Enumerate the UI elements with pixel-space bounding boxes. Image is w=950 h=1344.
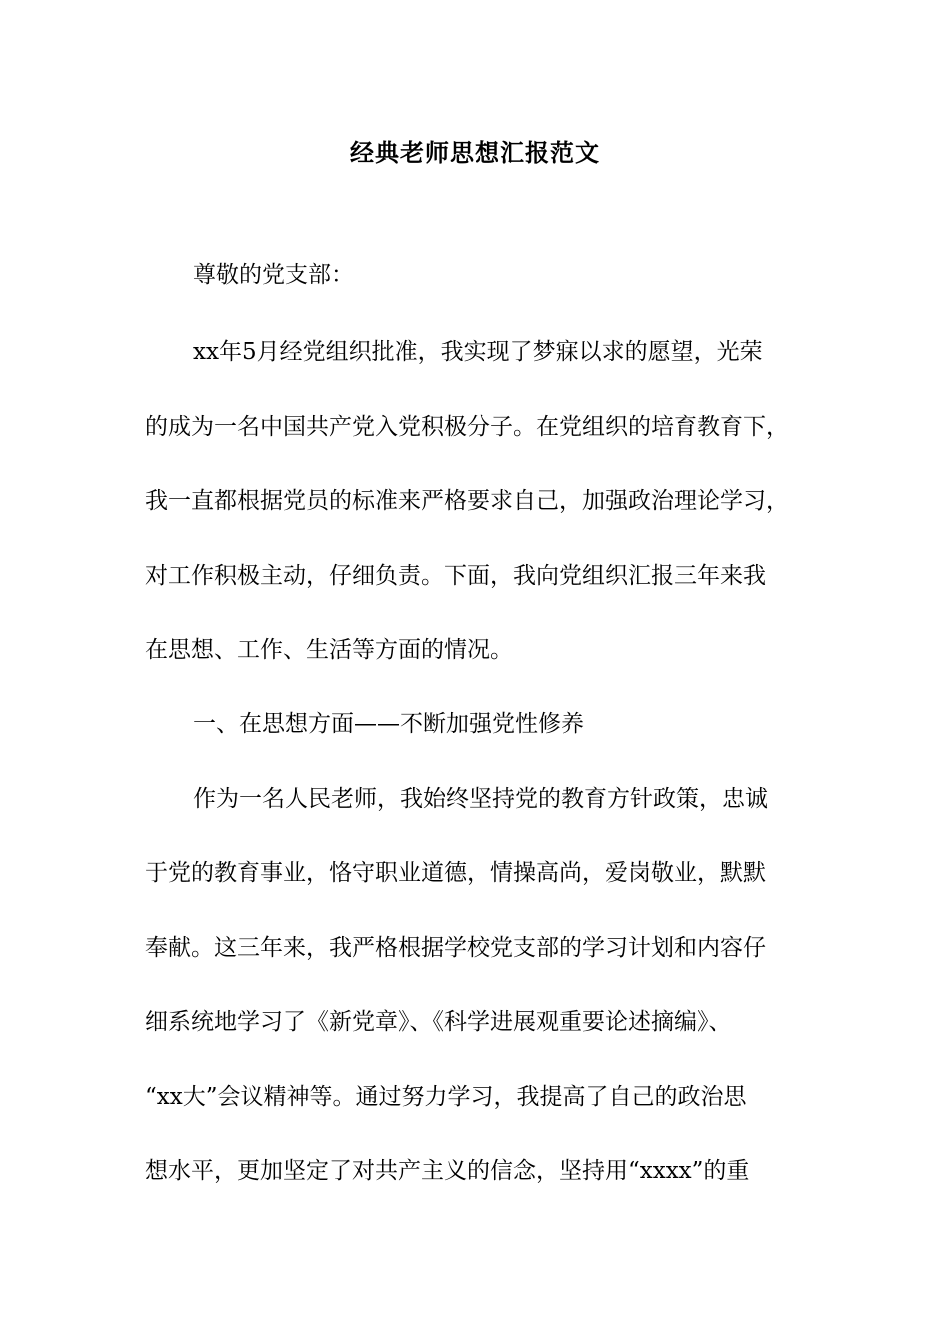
paragraph-line: 在思想、工作、生活等方面的情况。 [145,637,513,663]
document-title: 经典老师思想汇报范文 [350,138,600,167]
section-heading: 一、在思想方面——不断加强党性修养 [193,711,584,737]
paragraph-line: 奉献。这三年来，我严格根据学校党支部的学习计划和内容仔 [145,935,766,961]
paragraph-line: 细系统地学习了《新党章》、《科学进展观重要论述摘编》、 [145,1009,732,1035]
paragraph-line: 想水平，更加坚定了对共产主义的信念，坚持用“xxxx”的重 [145,1158,750,1184]
paragraph-line: 我一直都根据党员的标准来严格要求自己，加强政治理论学习， [145,488,789,514]
paragraph-line: xx年5月经党组织批准，我实现了梦寐以求的愿望，光荣 [193,339,763,365]
salutation-line: 尊敬的党支部： [193,262,354,288]
paragraph-line: “xx大”会议精神等。通过努力学习，我提高了自己的政治思 [145,1084,747,1110]
paragraph-line: 的成为一名中国共产党入党积极分子。在党组织的培育教育下， [145,414,789,440]
paragraph-line: 对工作积极主动，仔细负责。下面，我向党组织汇报三年来我 [145,563,766,589]
paragraph-line: 作为一名人民老师，我始终坚持党的教育方针政策，忠诚 [193,786,768,812]
paragraph-line: 于党的教育事业，恪守职业道德，情操高尚，爱岗敬业，默默 [145,860,766,886]
